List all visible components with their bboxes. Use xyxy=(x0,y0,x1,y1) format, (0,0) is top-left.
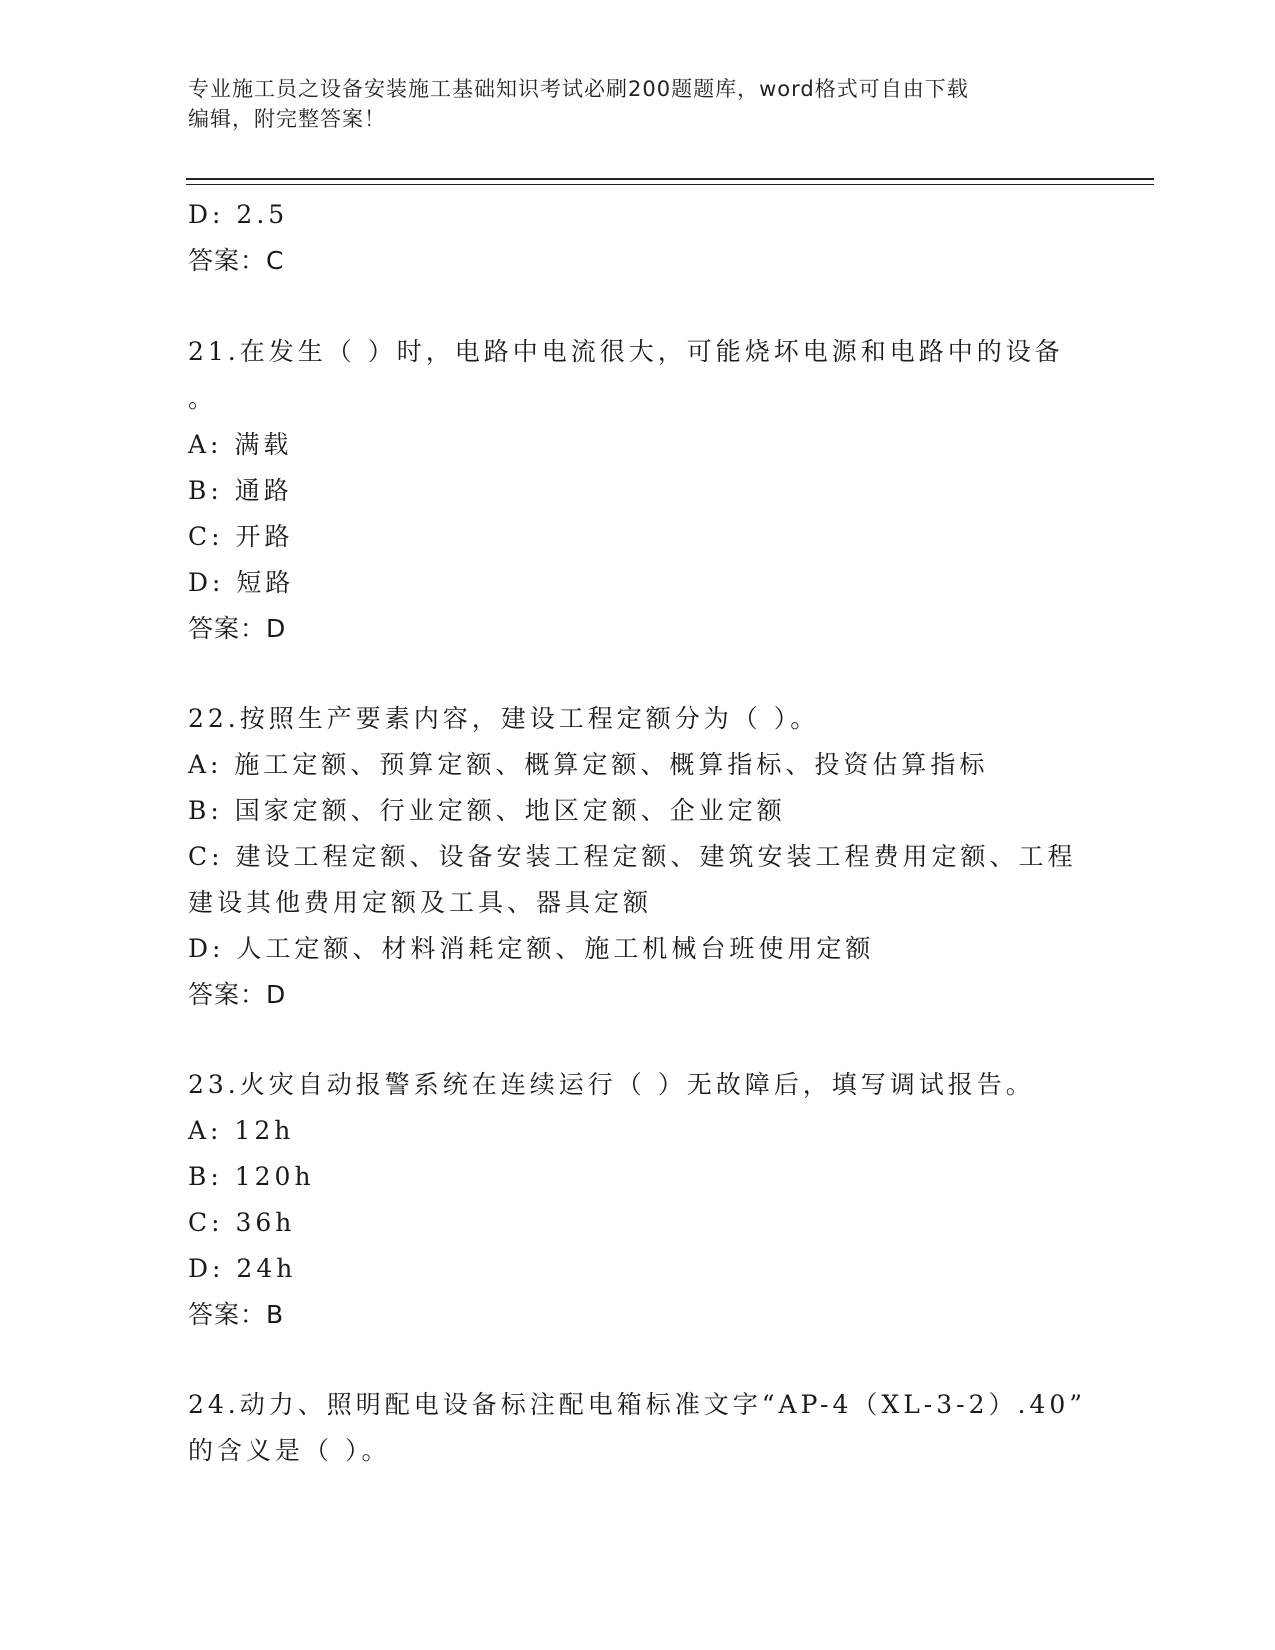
option-d: D: 短路 xyxy=(188,568,295,597)
option-b: B: 国家定额、行业定额、地区定额、企业定额 xyxy=(188,796,786,825)
header-line-1: 专业施工员之设备安装施工基础知识考试必刷200题题库，word格式可自由下载 xyxy=(188,77,969,101)
answer: 答案：B xyxy=(188,1300,285,1329)
option-d: D: 2.5 xyxy=(188,200,289,229)
document-header xyxy=(188,74,1088,134)
option-a: A: 满载 xyxy=(188,430,293,459)
question-stem: 21.在发生（ ）时，电路中电流很大，可能烧坏电源和电路中的设备 xyxy=(188,337,1064,366)
previous-question-tail xyxy=(188,192,1088,284)
question-22 xyxy=(188,696,1088,1018)
option-d: D: 人工定额、材料消耗定额、施工机械台班使用定额 xyxy=(188,934,875,963)
answer: 答案：D xyxy=(188,980,287,1009)
option-c: C: 建设工程定额、设备安装工程定额、建筑安装工程费用定额、工程 xyxy=(188,842,1077,871)
option-c-continued: 建设其他费用定额及工具、器具定额 xyxy=(188,888,653,917)
header-rule-thin xyxy=(186,184,1154,185)
option-b: B: 通路 xyxy=(188,476,293,505)
question-23 xyxy=(188,1062,1088,1338)
question-stem-continued: 的含义是（ ）。 xyxy=(188,1436,391,1465)
option-a: A: 12h xyxy=(188,1116,295,1145)
option-c: C: 36h xyxy=(188,1208,296,1237)
question-21 xyxy=(188,328,1088,652)
question-24 xyxy=(188,1382,1088,1474)
answer: 答案：D xyxy=(188,614,287,643)
option-b: B: 120h xyxy=(188,1162,315,1191)
header-rule-thick xyxy=(186,178,1154,180)
document-body xyxy=(188,192,1088,1474)
question-stem: 24.动力、照明配电设备标注配电箱标准文字“AP-4（XL-3-2）.40” xyxy=(188,1390,1087,1419)
question-stem: 22.按照生产要素内容，建设工程定额分为（ ）。 xyxy=(188,704,820,733)
header-line-2: 编辑，附完整答案！ xyxy=(188,107,386,131)
question-stem: 23.火灾自动报警系统在连续运行（ ）无故障后，填写调试报告。 xyxy=(188,1070,1035,1099)
answer: 答案：C xyxy=(188,246,285,275)
question-stem-continued: 。 xyxy=(188,384,218,413)
option-a: A: 施工定额、预算定额、概算定额、概算指标、投资估算指标 xyxy=(188,750,989,779)
option-d: D: 24h xyxy=(188,1254,297,1283)
option-c: C: 开路 xyxy=(188,522,294,551)
